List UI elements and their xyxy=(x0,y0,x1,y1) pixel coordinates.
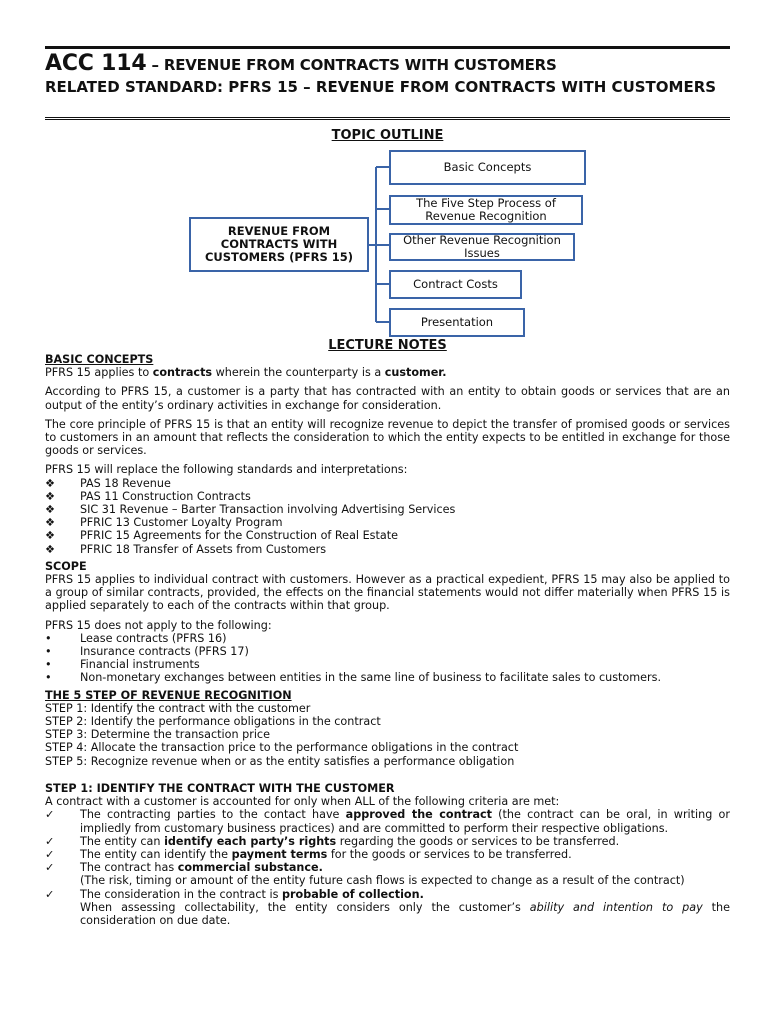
excluded-item: • Insurance contracts (PFRS 17) xyxy=(45,645,249,659)
step-item: STEP 3: Determine the transaction price xyxy=(45,728,270,742)
related-standard: RELATED STANDARD: PFRS 15 – REVENUE FROM CONTRACTS WITH CUSTOMERS xyxy=(45,78,717,96)
outline-connectors xyxy=(0,0,768,345)
outline-item-basic-concepts: Basic Concepts xyxy=(389,150,586,185)
criteria-item: ✓ The contract has commercial substance. xyxy=(45,861,323,875)
replaced-item: ❖ PAS 11 Construction Contracts xyxy=(45,489,251,503)
outline-item-presentation: Presentation xyxy=(389,308,525,337)
criteria-note: (The risk, timing or amount of the entity future cash flows is expected to change as a result of the contract) xyxy=(80,874,685,888)
basic-p2: According to PFRS 15, a customer is a party that has contracted with an entity to obtain goods or services that are an output of the entity’s ordinary activities in exchange for consideration. xyxy=(45,385,730,412)
criteria-item: ✓ The contracting parties to the contact have approved the contract (the contract can be oral, in writing or impliedly from customary business practices) and are committed to perform their respective obligations. xyxy=(45,808,730,835)
criteria-item: ✓ The entity can identify each party’s rights regarding the goods or services to be transferred. xyxy=(45,834,620,848)
topic-outline-title: TOPIC OUTLINE xyxy=(331,128,444,143)
outline-item-contract-costs: Contract Costs xyxy=(389,270,522,299)
steps-heading: THE 5 STEP OF REVENUE RECOGNITION xyxy=(45,688,292,702)
replaced-item: ❖ PFRIC 18 Transfer of Assets from Customers xyxy=(45,542,327,556)
scope-p1: PFRS 15 applies to individual contract with customers. However as a practical expedient, PFRS 15 may also be applied to a group of similar contracts, provided, the effects on the financial statements would not differ materially when PFRS 15 is applied separately to each of the contracts within that group. xyxy=(45,573,730,613)
excluded-item: • Non-monetary exchanges between entities in the same line of business to facilitate sales to customers. xyxy=(45,671,662,685)
basic-p4: PFRS 15 will replace the following standards and interpretations: xyxy=(45,463,408,477)
criteria-item: ✓ The consideration in the contract is probable of collection. xyxy=(45,887,424,901)
step1-intro: A contract with a customer is accounted for only when ALL of the following criteria are met: xyxy=(45,795,560,809)
step-item: STEP 5: Recognize revenue when or as the entity satisfies a performance obligation xyxy=(45,754,515,768)
basic-p3: The core principle of PFRS 15 is that an entity will recognize revenue to depict the transfer of promised goods or services to customers in an amount that reflects the consideration to which the entity expects to be entitled in exchange for those goods or services. xyxy=(45,417,730,458)
criteria-note: When assessing collectability, the entity considers only the customer’s ability and intention to pay the consideration on due date. xyxy=(80,900,731,927)
lecture-content xyxy=(45,353,730,927)
replaced-item: ❖ PFRIC 13 Customer Loyalty Program xyxy=(45,516,283,530)
outline-main-box: REVENUE FROM CONTRACTS WITH CUSTOMERS (PFRS 15) xyxy=(189,217,369,272)
excluded-item: • Financial instruments xyxy=(45,658,200,672)
scope-heading: SCOPE xyxy=(45,559,87,573)
basic-p1: PFRS 15 applies to contracts wherein the counterparty is a customer. xyxy=(45,366,447,380)
outline-item-five-step: The Five Step Process of Revenue Recognition xyxy=(389,195,583,225)
step-item: STEP 2: Identify the performance obligations in the contract xyxy=(45,715,381,729)
course-title: ACC 114 – REVENUE FROM CONTRACTS WITH CUSTOMERS xyxy=(45,51,557,76)
replaced-item: ❖ PAS 18 Revenue xyxy=(45,476,171,490)
step-item: STEP 1: Identify the contract with the customer xyxy=(45,701,311,715)
step-item: STEP 4: Allocate the transaction price to the performance obligations in the contract xyxy=(45,741,519,755)
lecture-notes-title: LECTURE NOTES xyxy=(328,338,447,353)
step1-heading: STEP 1: IDENTIFY THE CONTRACT WITH THE CUSTOMER xyxy=(45,781,395,795)
outline-item-other-issues: Other Revenue Recognition Issues xyxy=(389,233,575,261)
criteria-item: ✓ The entity can identify the payment terms for the goods or services to be transferred. xyxy=(45,847,572,861)
replaced-item: ❖ SIC 31 Revenue – Barter Transaction involving Advertising Services xyxy=(45,503,456,517)
excluded-item: • Lease contracts (PFRS 16) xyxy=(45,631,227,645)
scope-p2: PFRS 15 does not apply to the following: xyxy=(45,618,272,632)
replaced-item: ❖ PFRIC 15 Agreements for the Construction of Real Estate xyxy=(45,529,398,543)
basic-concepts-heading: BASIC CONCEPTS xyxy=(45,353,154,366)
